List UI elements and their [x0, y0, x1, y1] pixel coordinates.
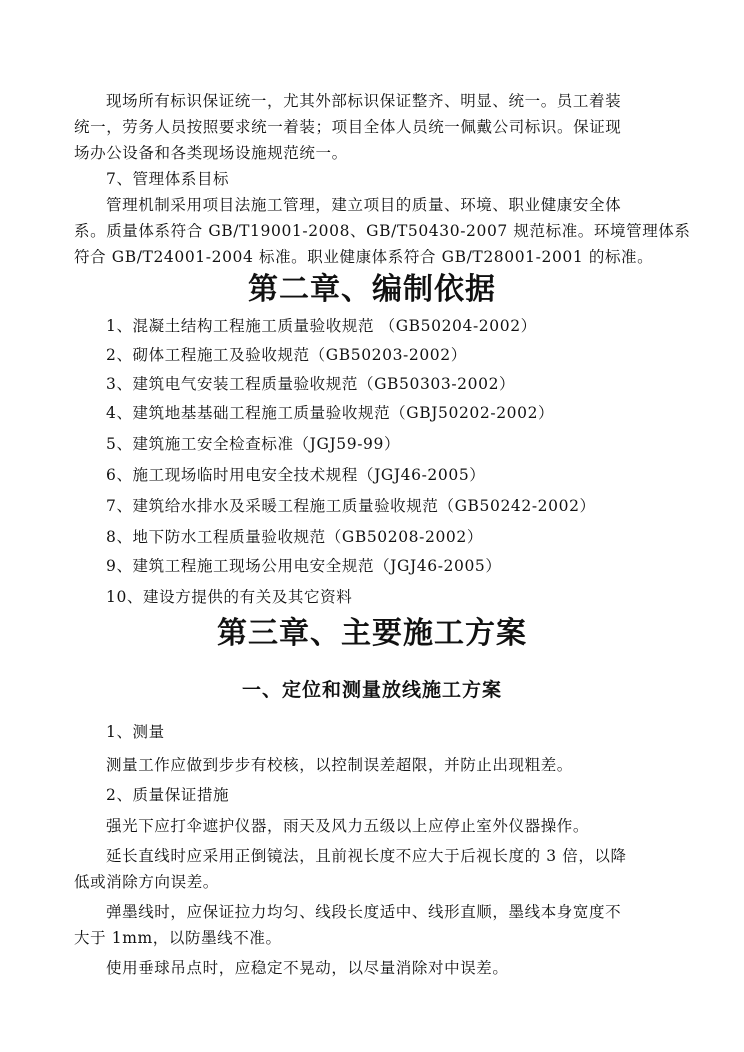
- paragraph-line: 使用垂球吊点时，应稳定不晃动，以尽量消除对中误差。: [106, 959, 509, 977]
- paragraph-line: 弹墨线时，应保证拉力均匀、线段长度适中、线形直顺，墨线本身宽度不: [106, 903, 622, 921]
- paragraph-line: 符合 GB/T24001-2004 标准。职业健康体系符合 GB/T28001-2001 的标准。: [74, 248, 654, 266]
- paragraph-line: 系。质量体系符合 GB/T19001-2008、GB/T50430-2007 规范标准。环境管理体系: [74, 222, 691, 240]
- chapter-title: 第三章、主要施工方案: [217, 616, 527, 651]
- list-item: 4、建筑地基基础工程施工质量验收规范（GBJ50202-2002）: [106, 404, 555, 422]
- list-item: 7、建筑给水排水及采暖工程施工质量验收规范（GB50242-2002）: [106, 497, 596, 515]
- list-item: 9、建筑工程施工现场公用电安全规范（JGJ46-2005）: [106, 557, 502, 575]
- list-item: 1、混凝土结构工程施工质量验收规范 （GB50204-2002）: [106, 317, 537, 335]
- list-item: 8、地下防水工程质量验收规范（GB50208-2002）: [106, 528, 483, 546]
- paragraph-line: 低或消除方向误差。: [74, 873, 219, 891]
- list-item: 6、施工现场临时用电安全技术规程（JGJ46-2005）: [106, 466, 486, 484]
- list-item: 5、建筑施工安全检查标准（JGJ59-99）: [106, 435, 401, 453]
- list-item: 1、测量: [106, 723, 165, 741]
- paragraph-line: 场办公设备和各类现场设施规范统一。: [74, 144, 348, 162]
- chapter-title: 第二章、编制依据: [248, 272, 496, 307]
- paragraph-line: 统一，劳务人员按照要求统一着装；项目全体人员统一佩戴公司标识。保证现: [74, 118, 622, 136]
- list-item: 10、建设方提供的有关及其它资料: [106, 588, 353, 606]
- list-item: 7、管理体系目标: [106, 170, 230, 188]
- list-item: 2、砌体工程施工及验收规范（GB50203-2002）: [106, 346, 467, 364]
- paragraph-line: 强光下应打伞遮护仪器，雨天及风力五级以上应停止室外仪器操作。: [106, 817, 590, 835]
- section-title: 一、定位和测量放线施工方案: [241, 679, 502, 701]
- paragraph-line: 延长直线时应采用正倒镜法，且前视长度不应大于后视长度的 3 倍，以降: [106, 847, 627, 865]
- paragraph-line: 管理机制采用项目法施工管理，建立项目的质量、环境、职业健康安全体: [106, 196, 622, 214]
- paragraph-line: 测量工作应做到步步有校核，以控制误差超限，并防止出现粗差。: [106, 756, 573, 774]
- list-item: 2、质量保证措施: [106, 786, 230, 804]
- list-item: 3、建筑电气安装工程质量验收规范（GB50303-2002）: [106, 375, 516, 393]
- paragraph-line: 大于 1mm，以防墨线不准。: [74, 929, 282, 947]
- paragraph-line: 现场所有标识保证统一，尤其外部标识保证整齐、明显、统一。员工着装: [106, 92, 622, 110]
